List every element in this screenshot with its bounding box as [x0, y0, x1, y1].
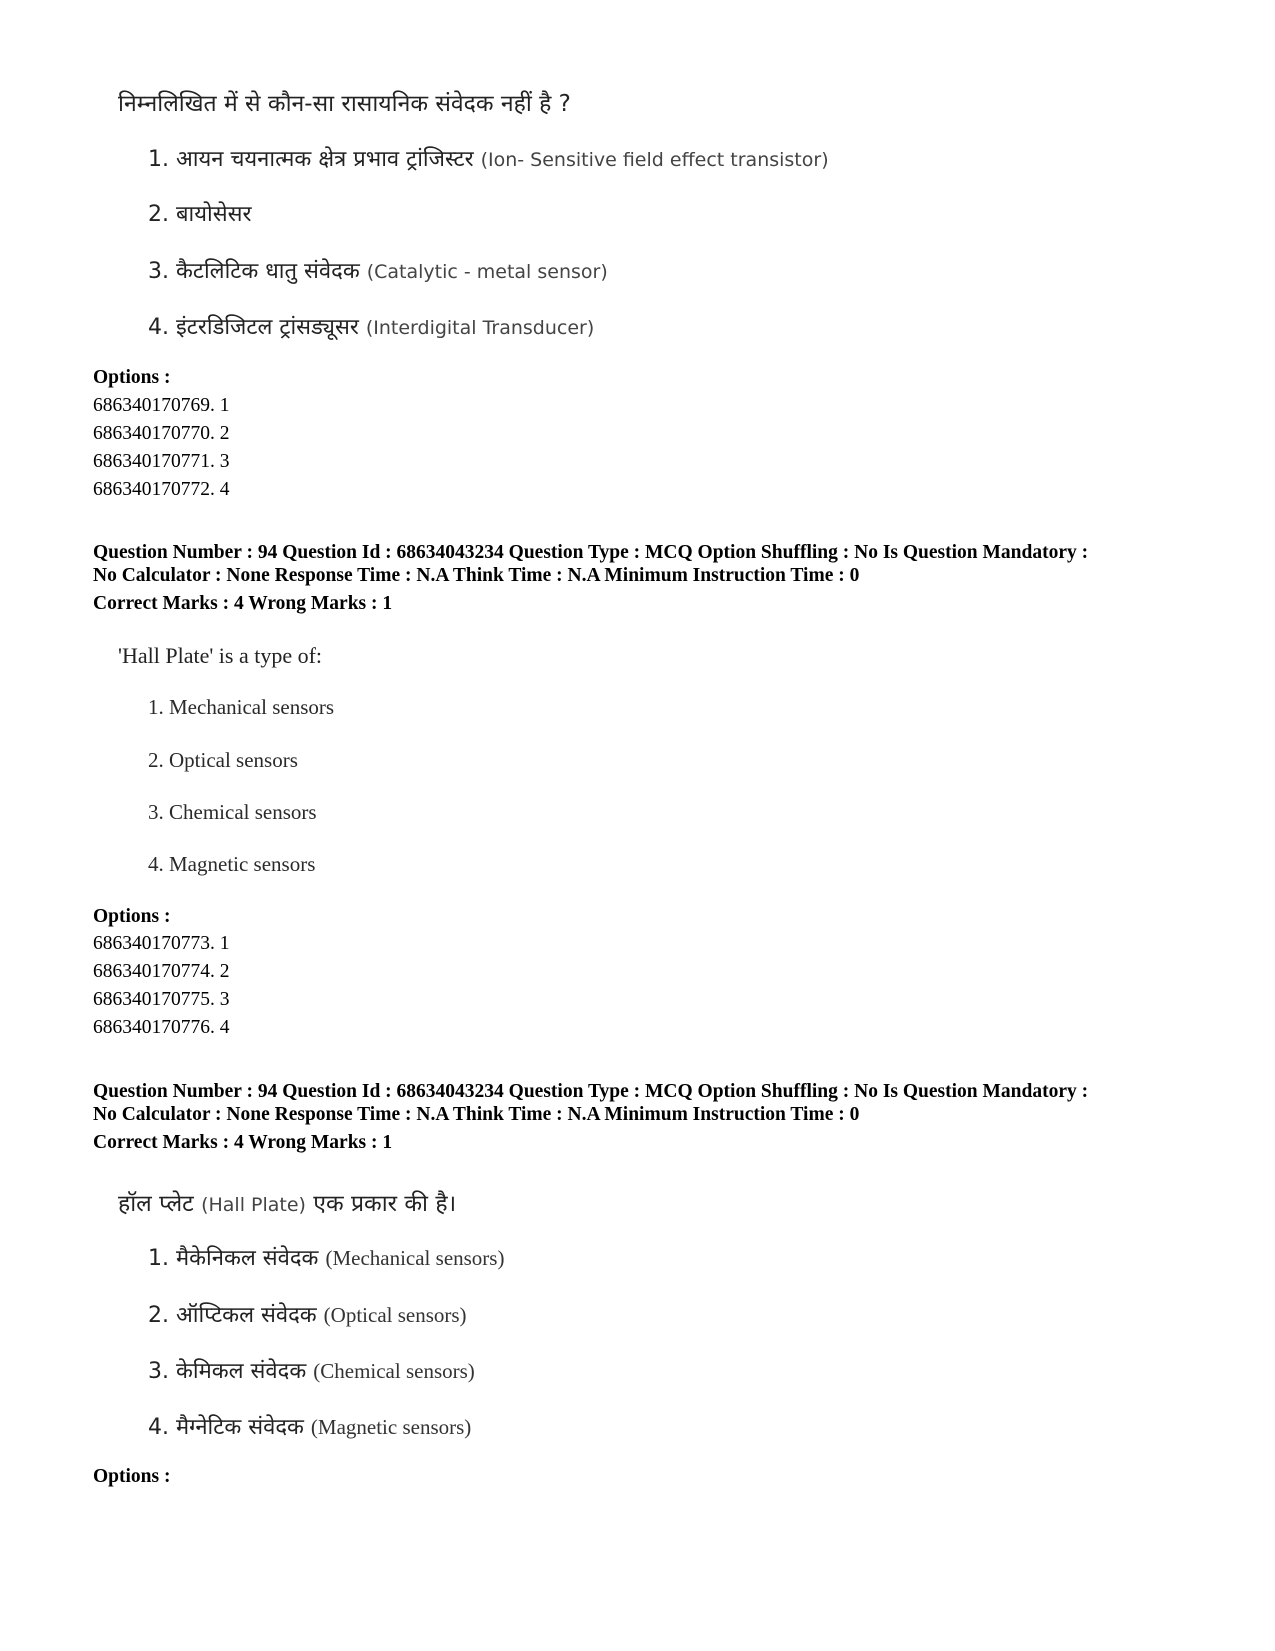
choice-text: मैकेनिकल संवेदक: [176, 1246, 319, 1271]
option-id: 686340170773. 1: [93, 933, 230, 954]
choice-text: केमिकल संवेदक: [176, 1359, 307, 1384]
choice-number: 4.: [148, 852, 164, 876]
option-id: 686340170776. 4: [93, 1017, 230, 1038]
choice-text: ऑप्टिकल संवेदक: [176, 1303, 317, 1328]
choice-text: कैटलिटिक धातु संवेदक: [176, 259, 360, 284]
choice-number: 4.: [148, 315, 169, 340]
choice-number: 2.: [148, 1303, 169, 1328]
question-stem-english: 'Hall Plate' is a type of:: [118, 643, 323, 668]
option-id: 686340170771. 3: [93, 451, 230, 472]
choice-4: [148, 852, 315, 877]
option-id: 686340170772. 4: [93, 479, 230, 500]
question-meta-line-1: Question Number : 94 Question Id : 68634043234 Question Type : MCQ Option Shuffling : No Is Question Mandatory :: [93, 542, 1089, 563]
choice-number: 4.: [148, 1415, 169, 1440]
choice-1: [148, 695, 334, 720]
choice-number: 1.: [148, 695, 164, 719]
choice-text: Mechanical sensors: [169, 695, 335, 719]
choice-number: 2.: [148, 202, 169, 227]
choice-number: 1.: [148, 147, 169, 172]
choice-4: [148, 1411, 471, 1441]
question-stem-hindi: निम्नलिखित में से कौन-सा रासायनिक संवेदक नहीं है ?: [118, 91, 571, 117]
question-meta-line-2: No Calculator : None Response Time : N.A Think Time : N.A Minimum Instruction Time : 0: [93, 565, 860, 586]
options-label: Options :: [93, 1466, 171, 1487]
question-marks: Correct Marks : 4 Wrong Marks : 1: [93, 593, 393, 614]
choice-text: मैग्नेटिक संवेदक: [176, 1415, 304, 1440]
stem-gloss: (Hall Plate): [201, 1194, 306, 1216]
choice-gloss: (Mechanical sensors): [325, 1246, 505, 1270]
choice-number: 3.: [148, 259, 169, 284]
choice-3: [148, 255, 608, 285]
choice-text: बायोसेसर: [176, 202, 252, 227]
choice-gloss: (Chemical sensors): [313, 1359, 475, 1383]
choice-text: आयन चयनात्मक क्षेत्र प्रभाव ट्रांजिस्टर: [176, 147, 474, 172]
question-meta-line-1: Question Number : 94 Question Id : 68634043234 Question Type : MCQ Option Shuffling : No Is Question Mandatory :: [93, 1081, 1089, 1102]
choice-gloss: (Catalytic - metal sensor): [366, 261, 608, 283]
choice-number: 3.: [148, 1359, 169, 1384]
question-marks: Correct Marks : 4 Wrong Marks : 1: [93, 1132, 393, 1153]
option-id: 686340170775. 3: [93, 989, 230, 1010]
choice-gloss: (Ion- Sensitive field effect transistor): [480, 149, 829, 171]
stem-text: हॉल प्लेट: [118, 1191, 194, 1217]
choice-2: [148, 1299, 467, 1329]
choice-text: Chemical sensors: [169, 800, 317, 824]
choice-2: [148, 748, 298, 773]
choice-1: [148, 1242, 504, 1272]
choice-3: [148, 800, 317, 825]
options-label: Options :: [93, 367, 171, 388]
choice-gloss: (Magnetic sensors): [310, 1415, 472, 1439]
choice-2: [148, 198, 251, 228]
question-meta-line-2: No Calculator : None Response Time : N.A Think Time : N.A Minimum Instruction Time : 0: [93, 1104, 860, 1125]
choice-text: इंटरडिजिटल ट्रांसड्यूसर: [176, 315, 359, 340]
option-id: 686340170770. 2: [93, 423, 230, 444]
choice-1: [148, 143, 829, 173]
options-label: Options :: [93, 906, 171, 927]
option-id: 686340170774. 2: [93, 961, 230, 982]
stem-text: एक प्रकार की है।: [313, 1191, 457, 1217]
choice-4: [148, 311, 594, 341]
question-stem-hindi: [118, 1186, 456, 1218]
choice-gloss: (Interdigital Transducer): [365, 317, 595, 339]
option-id: 686340170769. 1: [93, 395, 230, 416]
choice-text: Magnetic sensors: [169, 852, 316, 876]
choice-number: 2.: [148, 748, 164, 772]
choice-gloss: (Optical sensors): [323, 1303, 467, 1327]
choice-3: [148, 1355, 475, 1385]
choice-number: 1.: [148, 1246, 169, 1271]
choice-number: 3.: [148, 800, 164, 824]
choice-text: Optical sensors: [169, 748, 298, 772]
